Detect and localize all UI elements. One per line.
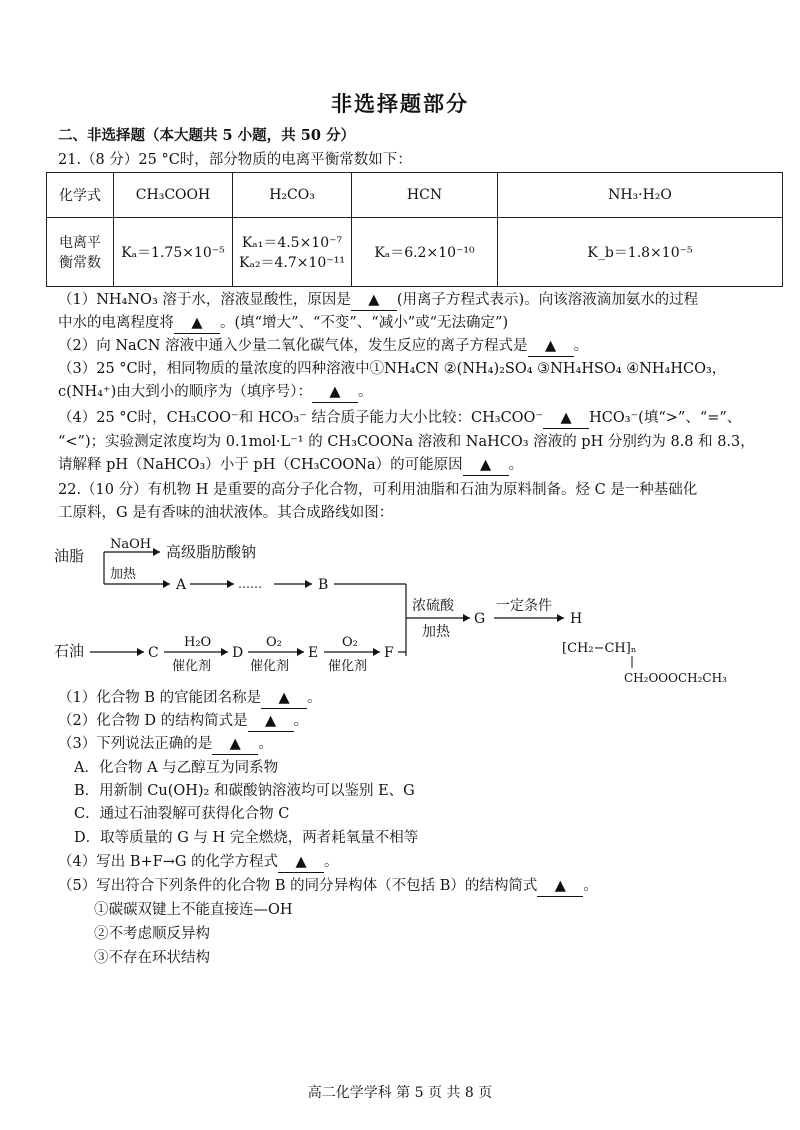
q22-q1-text: （1）化合物 B 的官能团名称是 xyxy=(58,690,262,706)
arrow-head xyxy=(153,548,160,556)
heat2-label: 加热 xyxy=(422,624,450,640)
answer-blank: ▲ xyxy=(174,313,220,334)
hcn-constant: Kₐ＝6.2×10⁻¹⁰ xyxy=(352,218,498,287)
option-a: A．化合物 A 与乙醇互为同系物 xyxy=(74,760,279,776)
soap-label: 高级脂肪酸钠 xyxy=(166,543,257,561)
condition-3: ③不存在环状结构 xyxy=(94,950,210,966)
h2so4-label: 浓硫酸 xyxy=(412,598,454,614)
q22-q4-text: （4）写出 B+F→G 的化学方程式 xyxy=(58,854,279,870)
q21-p4-text: 请解释 pH（NaHCO₃）小于 pH（CH₃COONa）的可能原因 xyxy=(58,457,463,473)
q21-part4-line3 xyxy=(58,455,523,476)
arrow-head xyxy=(227,580,234,588)
q21-part4-line1 xyxy=(58,408,741,429)
arrow-head xyxy=(373,648,380,656)
option-d: D．取等质量的 G 与 H 完全燃烧，两者耗氧量不相等 xyxy=(74,830,419,846)
q21-part1-line1 xyxy=(58,290,698,311)
q22-part2 xyxy=(58,711,308,732)
q22-q5-text: （5）写出符合下列条件的化合物 B 的同分异构体（不包括 B）的结构简式 xyxy=(58,878,538,894)
q21-stem: 21.（8 分）25 °C时，部分物质的电离平衡常数如下： xyxy=(58,152,412,168)
answer-blank: ▲ xyxy=(537,876,583,897)
q21-p4-text: （4）25 °C时，CH₃COO⁻和 HCO₃⁻ 结合质子能力大小比较：CH₃COO⁻ xyxy=(58,410,544,426)
cond-label: 一定条件 xyxy=(496,598,552,614)
dots-label: …… xyxy=(238,577,262,591)
h2co3-ka1: Kₐ₁＝4.5×10⁻⁷ xyxy=(241,235,343,251)
answer-blank: ▲ xyxy=(248,711,294,732)
q22-part4 xyxy=(58,852,339,873)
q21-p2-text: 。 xyxy=(573,338,589,354)
q21-p4-text: 。 xyxy=(508,457,524,473)
ch3cooh-constant: Kₐ＝1.75×10⁻⁵ xyxy=(114,218,233,287)
q22-q1-text: 。 xyxy=(307,690,322,706)
section-header: 二、非选择题（本大题共 5 小题，共 50 分） xyxy=(58,127,355,144)
compound-g: G xyxy=(474,611,486,627)
q21-part4-line2: “<”)；实验测定浓度均为 0.1mol·L⁻¹ 的 CH₃COONa 溶液和 NaHCO₃ 溶液的 pH 分别约为 8.8 和 8.3， xyxy=(58,434,755,450)
answer-blank: ▲ xyxy=(543,408,589,429)
ionization-constant-table xyxy=(46,172,783,287)
answer-blank: ▲ xyxy=(528,336,574,357)
arrow-head xyxy=(297,648,304,656)
q22-q5-text: 。 xyxy=(583,878,598,894)
q21-part2 xyxy=(58,336,588,357)
q22-part1 xyxy=(58,688,322,709)
compound-c: C xyxy=(148,645,159,661)
nh3-constant: K_b＝1.8×10⁻⁵ xyxy=(498,218,783,287)
h2co3-constants xyxy=(233,218,352,287)
answer-blank: ▲ xyxy=(261,688,307,709)
polymer-backbone: [CH₂−CH]ₙ xyxy=(562,641,637,656)
cat3-label: 催化剂 xyxy=(328,659,368,674)
compound-b: B xyxy=(318,577,329,593)
cat2-label: 催化剂 xyxy=(250,659,290,674)
table-header-cell: CH₃COOH xyxy=(114,173,233,218)
naoh-label: NaOH xyxy=(110,537,152,552)
table-row-label xyxy=(47,218,114,287)
q22-q2-text: （2）化合物 D 的结构简式是 xyxy=(58,713,248,729)
q22-q2-text: 。 xyxy=(293,713,309,729)
q21-part1-line2 xyxy=(58,313,508,334)
table-header-cell: H₂CO₃ xyxy=(233,173,352,218)
o2-label-1: O₂ xyxy=(266,635,282,650)
q22-q3-text: 。 xyxy=(258,736,273,752)
row-label-line: 衡常数 xyxy=(59,255,101,271)
q22-part3 xyxy=(58,734,273,755)
answer-blank: ▲ xyxy=(312,382,358,403)
page-footer: 高二化学学科 第 5 页 共 8 页 xyxy=(307,1085,493,1101)
h2co3-ka2: Kₐ₂＝4.7×10⁻¹¹ xyxy=(239,255,345,271)
option-b: B．用新制 Cu(OH)₂ 和碳酸钠溶液均可以鉴别 E、G xyxy=(74,783,415,799)
q21-part3-line2 xyxy=(58,382,372,403)
heat-label: 加热 xyxy=(110,567,137,582)
q21-p3-text: 。 xyxy=(357,384,373,400)
q22-q3-text: （3）下列说法正确的是 xyxy=(58,736,213,752)
compound-h: H xyxy=(570,611,583,627)
q22-part5 xyxy=(58,876,598,897)
arrow-head xyxy=(305,580,312,588)
synthesis-route-diagram xyxy=(40,528,760,688)
table-value-row xyxy=(47,218,783,287)
q21-p3-text: c(NH₄⁺)由大到小的顺序为（填序号）： xyxy=(58,384,312,400)
q21-p1-text: (用离子方程式表示)。向该溶液滴加氨水的过程 xyxy=(396,292,699,308)
q21-p2-text: （2）向 NaCN 溶液中通入少量二氧化碳气体，发生反应的离子方程式是 xyxy=(58,338,528,354)
answer-blank: ▲ xyxy=(351,290,397,311)
youzhi-label: 油脂 xyxy=(54,547,85,565)
condition-1: ①碳碳双键上不能直接连—OH xyxy=(94,902,293,918)
compound-f: F xyxy=(384,645,394,661)
q22-stem-line2: 工原料，G 是有香味的油状液体。其合成路线如图： xyxy=(58,505,394,521)
h2o-label: H₂O xyxy=(184,635,212,650)
shiyou-label: 石油 xyxy=(54,642,85,660)
arrow-head xyxy=(221,648,228,656)
q21-part3-line1: （3）25 °C时，相同物质的量浓度的四种溶液中①NH₄CN ②(NH₄)₂SO₄ ③NH₄HSO₄ ④NH₄HCO₃， xyxy=(58,361,727,377)
table-header-cell: 化学式 xyxy=(47,173,114,218)
q21-p4-text: HCO₃⁻(填“>”、“=”、 xyxy=(589,410,742,426)
answer-blank: ▲ xyxy=(278,852,324,873)
arrow-head xyxy=(463,614,470,622)
q21-p1-text: 。(填“增大”、“不变”、“减小”或“无法确定”) xyxy=(220,315,509,331)
arrow-head xyxy=(557,614,564,622)
table-header-cell: NH₃·H₂O xyxy=(498,173,783,218)
q22-q4-text: 。 xyxy=(324,854,339,870)
compound-d: D xyxy=(232,645,244,661)
page-title: 非选择题部分 xyxy=(331,91,469,116)
table-header-row xyxy=(47,173,783,218)
answer-blank: ▲ xyxy=(212,734,258,755)
answer-blank: ▲ xyxy=(463,455,509,476)
q22-stem-line1: 22.（10 分）有机物 H 是重要的高分子化合物，可利用油脂和石油为原料制备。烃 C 是一种基础化 xyxy=(58,482,698,498)
condition-2: ②不考虑顺反异构 xyxy=(94,926,210,942)
row-label-line: 电离平 xyxy=(59,235,101,251)
cat1-label: 催化剂 xyxy=(172,659,212,674)
arrow-head xyxy=(137,648,144,656)
compound-a: A xyxy=(176,577,187,593)
compound-e: E xyxy=(308,645,319,661)
option-c: C．通过石油裂解可获得化合物 C xyxy=(74,806,290,822)
table-header-cell: HCN xyxy=(352,173,498,218)
q21-p1-text: 中水的电离程度将 xyxy=(58,315,174,331)
polymer-side-chain: CH₂OOOCH₂CH₃ xyxy=(624,671,727,685)
arrow-head xyxy=(163,580,170,588)
q21-p1-text: （1）NH₄NO₃ 溶于水，溶液显酸性，原因是 xyxy=(58,292,351,308)
o2-label-2: O₂ xyxy=(342,635,358,650)
